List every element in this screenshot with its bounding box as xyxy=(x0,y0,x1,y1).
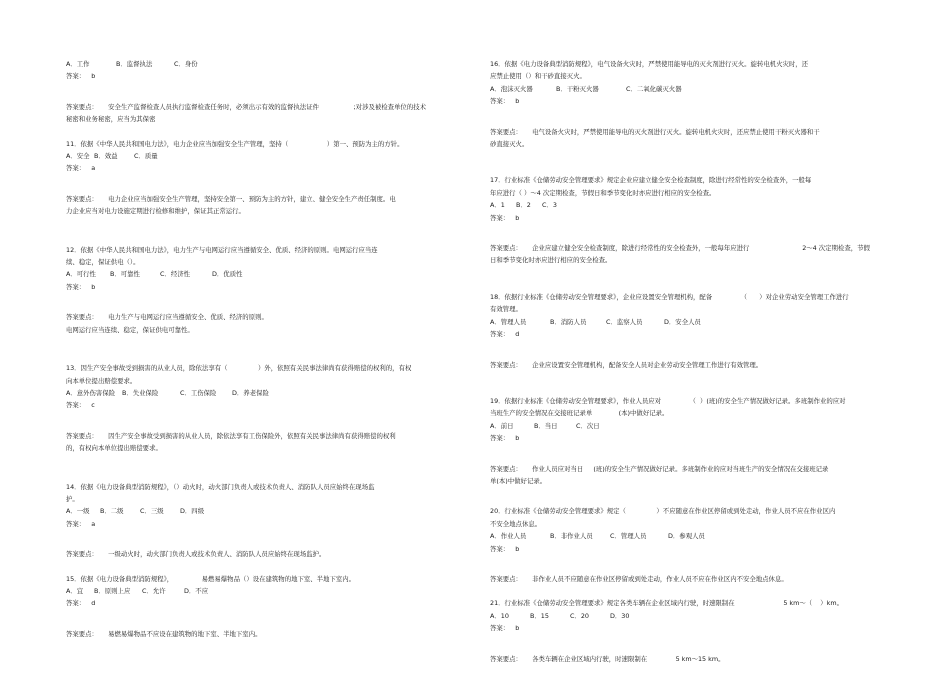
answer-options xyxy=(66,387,458,399)
option: D．养老保险 xyxy=(232,388,269,397)
option: A．宜 xyxy=(66,586,84,595)
question-text: 续、稳定，保证供电（）。 xyxy=(66,258,140,267)
answer-explanation: 日和季节变化时亦应进行相应的安全检查。 xyxy=(490,256,612,265)
option: C．二氧化碳灭火器 xyxy=(626,84,682,93)
answer-options xyxy=(490,83,890,95)
question-text: 19．依据行业标准《仓储劳动安全管理要求》，作业人员应对 （ ）(班)的安全生产情况做好记录。多班制作业的应对 xyxy=(490,396,846,405)
option: C．工伤保险 xyxy=(180,388,217,397)
question-text: 16．依据《电力设备典型消防规程》，电气设备火灾时，严禁使用能导电的灭火剂进行灭火。旋转电机火灾时，还 xyxy=(490,60,809,68)
answer-line: 答案： d xyxy=(66,599,96,608)
option: A．一级 xyxy=(66,507,90,516)
answer-explanation: 答案要点： 电气设备火灾时，严禁使用能导电的灭火剂进行灭火。旋转电机火灾时，还应禁止使用干粉灭火器和干 xyxy=(490,127,820,136)
question-text: 当班生产的安全情况在交接班记录单 (本)中做好记录。 xyxy=(490,409,669,418)
answer-explanation: 答案要点： 电力生产与电网运行应当遵循安全、优质、经济的原则。 xyxy=(66,313,268,322)
option: C．次日 xyxy=(576,421,600,430)
answer-explanation: 答案要点： 电力企业应当加强安全生产管理，坚持安全第一、预防为主的方针，建立、健全安全生产责任制度。电 xyxy=(66,194,396,203)
answer-explanation: 答案要点： 企业应设置安全管理机构，配备安全人员对企业劳动安全管理工作进行有效管理。 xyxy=(490,360,763,369)
option: B．可靠性 xyxy=(110,270,140,279)
question-text: 20．行业标准《仓储劳动安全管理要求》规定（ ）不应随意在作业区停留或到处走动，作业人员不应在作业区内 xyxy=(490,507,836,516)
answer-options xyxy=(66,585,458,597)
option: D．四级 xyxy=(180,507,205,516)
answer-line: 答案： b xyxy=(490,624,520,633)
answer-line: 答案： a xyxy=(66,164,96,173)
question-text: 17．行业标准《仓储劳动安全管理要求》规定企业应建立健全安全检查制度，除进行经常性的安全检查外，一般每 xyxy=(490,176,812,185)
answer-explanation: 力企业应当对电力设施定期进行检修和维护，保证其正常运行。 xyxy=(66,207,245,216)
answer-explanation: 答案要点： 非作业人员不应随意在作业区停留或到处走动，作业人员不应在作业区内不安全地点休息。 xyxy=(490,574,788,583)
question-text: 13．因生产安全事故受到损害的从业人员，除依法享有（ ）外，依照有关民事法律尚有获得赔偿的权利的，有权 xyxy=(66,364,412,373)
option: A．前日 xyxy=(490,421,514,430)
answer-explanation: 答案要点： 企业应建立健全安全检查制度，除进行经常性的安全检查外，一般每年应进行 2～4 次定期检查，节假 xyxy=(490,244,870,253)
question-block-q12 xyxy=(66,244,458,362)
right-column xyxy=(490,58,890,677)
option: D．参观人员 xyxy=(668,532,705,541)
answer-line: 答案： b xyxy=(66,72,96,81)
option: A．作业人员 xyxy=(490,532,527,541)
option: B．失业保险 xyxy=(122,388,159,397)
answer-explanation: 单(本)中做好记录。 xyxy=(490,476,547,485)
option: B．消防人员 xyxy=(550,317,587,326)
option: B．干粉灭火器 xyxy=(556,84,599,93)
answer-explanation: 电网运行应当连续、稳定，保证供电可靠性。 xyxy=(66,325,194,334)
answer-options xyxy=(66,268,458,280)
option: B．非作业人员 xyxy=(550,532,593,541)
answer-explanation: 答案要点： 一级动火时，动火部门负责人或技术负责人、消防队人员应始终在现场监护。 xyxy=(66,550,326,559)
question-text: 年应进行（ ）～4 次定期检查，节假日和季节变化时亦应进行相应的安全检查。 xyxy=(490,188,716,197)
question-block-q16 xyxy=(490,58,890,174)
question-text: 不安全地点休息。 xyxy=(490,519,542,528)
answer-line: 答案： d xyxy=(490,330,520,339)
answer-explanation: 答案要点： 易燃易爆物品不应设在建筑物的地下室、半地下室内。 xyxy=(66,629,262,638)
answer-options xyxy=(490,199,890,211)
answer-explanation: 答案要点： 安全生产监督检查人员执行监督检查任务时，必须出示有效的监督执法证件 ;对涉及被检查单位的技术 xyxy=(66,102,426,111)
question-block-q19 xyxy=(490,395,890,505)
option: B．15 xyxy=(530,611,549,620)
question-block-q0 xyxy=(66,58,458,138)
question-block-q17 xyxy=(490,174,890,290)
option: D．优质性 xyxy=(212,270,243,279)
answer-options xyxy=(490,316,890,328)
answer-options xyxy=(490,610,890,622)
option: A．意外伤害保险 xyxy=(66,388,116,397)
option: C．身份 xyxy=(174,60,198,68)
answer-line: 答案： b xyxy=(490,544,520,553)
question-text: 11．依据《中华人民共和国电力法》，电力企业应当加强安全生产管理，坚持（ ）第一、预防为主的方针。 xyxy=(66,139,404,148)
question-text: 护。 xyxy=(66,494,79,503)
option: C．监察人员 xyxy=(606,317,643,326)
answer-line: 答案： b xyxy=(490,213,520,222)
option: D．30 xyxy=(610,611,630,620)
answer-line: 答案： b xyxy=(490,97,520,106)
answer-explanation: 砂直接灭火。 xyxy=(490,140,529,149)
option: C．3 xyxy=(542,201,557,210)
option: C．管理人员 xyxy=(610,532,647,541)
option: D．安全人员 xyxy=(664,317,701,326)
answer-explanation: 秘密和业务秘密，应当为其保密 xyxy=(66,115,156,124)
option: C．20 xyxy=(570,611,589,620)
answer-explanation: 答案要点： 因生产安全事故受到损害的从业人员，除依法享有工伤保险外，依照有关民事法律尚有获得赔偿的权利 xyxy=(66,431,396,440)
option: B．原则上应 xyxy=(94,586,131,595)
option: B．监督执法 xyxy=(116,60,153,68)
left-column xyxy=(66,58,458,652)
option: B．2 xyxy=(516,201,531,210)
question-text: 14．依据《电力设备典型消防规程》，（）动火时，动火部门负责人或技术负责人、消防队人员应始终在现场监 xyxy=(66,482,375,491)
answer-options xyxy=(490,530,890,542)
question-text: 21．行业标准《仓储劳动安全管理要求》规定各类车辆在企业区域内行驶，时速限制在 5 km～（ ）km。 xyxy=(490,599,843,608)
answer-options xyxy=(66,150,458,162)
option: C．质量 xyxy=(134,152,158,161)
answer-line: 答案： a xyxy=(66,519,96,528)
question-text: 12．依据《中华人民共和国电力法》，电力生产与电网运行应当遵循安全、优质、经济的原则。电网运行应当连 xyxy=(66,245,378,254)
question-text: 向本单位提出赔偿要求。 xyxy=(66,376,137,385)
question-block-q15 xyxy=(66,573,458,653)
option: A．10 xyxy=(490,611,509,620)
option: A．管理人员 xyxy=(490,317,527,326)
answer-explanation: 答案要点： 作业人员应对当日 (班)的安全生产情况做好记录。多班制作业的应对当班生产的安全情况在交接班记录 xyxy=(490,464,829,473)
answer-options xyxy=(66,505,458,517)
question-block-q11 xyxy=(66,138,458,244)
question-block-q14 xyxy=(66,481,458,573)
answer-line: 答案： b xyxy=(66,282,96,291)
question-text: 应禁止使用（）和干砂直接灭火。 xyxy=(490,72,586,81)
option: A．可行性 xyxy=(66,270,96,279)
option: B．二级 xyxy=(100,507,124,516)
question-block-q20 xyxy=(490,505,890,597)
answer-line: 答案： c xyxy=(66,401,95,410)
question-text: 18．依据行业标准《仓储劳动安全管理要求》，企业应设置安全管理机构，配备 （ ）对企业劳动安全管理工作进行 xyxy=(490,292,849,301)
option: D．不应 xyxy=(184,586,209,595)
option: A．安全 xyxy=(66,152,90,161)
option: A．泡沫灭火器 xyxy=(490,84,533,93)
answer-explanation: 的，有权向本单位提出赔偿要求。 xyxy=(66,444,162,453)
option: A．工作 xyxy=(66,60,90,68)
answer-line: 答案： b xyxy=(490,434,520,443)
option: C．经济性 xyxy=(160,270,191,279)
answer-explanation: 答案要点： 各类车辆在企业区域内行驶，时速限制在 5 km～15 km。 xyxy=(490,654,725,663)
question-block-q13 xyxy=(66,362,458,480)
answer-options xyxy=(490,420,890,432)
question-text: 15．依据《电力设备典型消防规程》， 易燃易爆物品（）设在建筑物的地下室、半地下室内。 xyxy=(66,574,355,583)
question-block-q18 xyxy=(490,291,890,395)
option: B．效益 xyxy=(94,152,118,161)
answer-options xyxy=(66,58,458,70)
option: C．三级 xyxy=(140,507,164,516)
option: B．当日 xyxy=(534,421,558,430)
option: A．1 xyxy=(490,201,505,210)
question-block-q21 xyxy=(490,597,890,677)
option: C．允许 xyxy=(142,586,166,595)
question-text: 有效管理。 xyxy=(490,305,522,314)
